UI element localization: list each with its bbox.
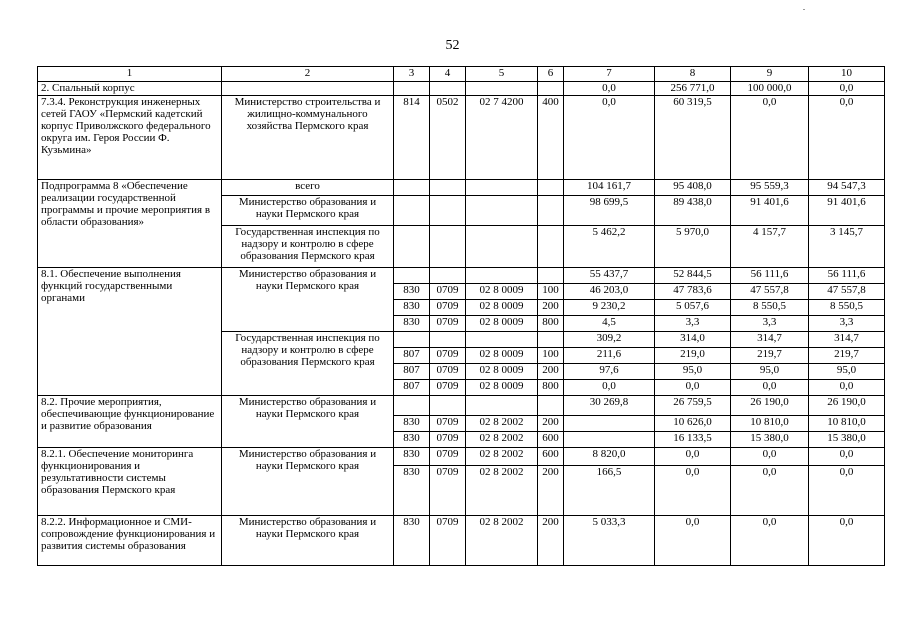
value-cell: 0,0 <box>731 516 809 566</box>
value-cell: 5 970,0 <box>655 226 731 268</box>
value-cell: 0,0 <box>655 466 731 516</box>
value-cell: 0,0 <box>731 96 809 180</box>
value-cell: 3,3 <box>731 316 809 332</box>
item-name: 2. Спальный корпус <box>38 82 222 96</box>
value-cell: 8 550,5 <box>731 300 809 316</box>
csr-cell <box>466 180 538 196</box>
value-cell: 0,0 <box>809 380 885 396</box>
vr-cell <box>538 82 564 96</box>
header-cell: 3 <box>394 67 430 82</box>
value-cell: 4,5 <box>564 316 655 332</box>
csr-cell: 02 8 2002 <box>466 466 538 516</box>
vr-cell <box>538 196 564 226</box>
value-cell: 0,0 <box>809 96 885 180</box>
table-row <box>38 448 885 466</box>
header-row <box>38 67 885 82</box>
value-cell: 95 559,3 <box>731 180 809 196</box>
value-cell: 314,0 <box>655 332 731 348</box>
budget-table <box>37 66 885 566</box>
table-row <box>38 268 885 284</box>
rz-cell <box>430 332 466 348</box>
value-cell: 47 557,8 <box>809 284 885 300</box>
value-cell: 8 550,5 <box>809 300 885 316</box>
value-cell: 219,7 <box>731 348 809 364</box>
value-cell: 9 230,2 <box>564 300 655 316</box>
value-cell: 0,0 <box>655 516 731 566</box>
csr-cell: 02 8 0009 <box>466 284 538 300</box>
header-cell: 1 <box>38 67 222 82</box>
rz-cell: 0709 <box>430 516 466 566</box>
rz-cell: 0709 <box>430 316 466 332</box>
csr-cell <box>466 82 538 96</box>
value-cell: 30 269,8 <box>564 396 655 416</box>
value-cell: 0,0 <box>809 448 885 466</box>
header-cell: 6 <box>538 67 564 82</box>
vr-cell: 600 <box>538 432 564 448</box>
value-cell: 104 161,7 <box>564 180 655 196</box>
grbs-cell: 830 <box>394 316 430 332</box>
grbs-cell <box>394 396 430 416</box>
vr-cell: 100 <box>538 348 564 364</box>
value-cell: 15 380,0 <box>731 432 809 448</box>
value-cell: 47 783,6 <box>655 284 731 300</box>
value-cell: 5 462,2 <box>564 226 655 268</box>
value-cell: 3,3 <box>655 316 731 332</box>
rz-cell: 0709 <box>430 416 466 432</box>
rz-cell: 0709 <box>430 380 466 396</box>
grbs-cell: 807 <box>394 364 430 380</box>
header-cell: 8 <box>655 67 731 82</box>
org-cell: Министерство строительства и жилищно-коммунального хозяйства Пермского края <box>222 96 394 180</box>
vr-cell: 200 <box>538 300 564 316</box>
grbs-cell: 830 <box>394 466 430 516</box>
value-cell: 98 699,5 <box>564 196 655 226</box>
grbs-cell: 830 <box>394 300 430 316</box>
org-cell <box>222 82 394 96</box>
item-name: 8.2.2. Информационное и СМИ-сопровождение функционирования и развития системы образования <box>38 516 222 566</box>
csr-cell: 02 8 0009 <box>466 300 538 316</box>
grbs-cell <box>394 180 430 196</box>
vr-cell: 400 <box>538 96 564 180</box>
value-cell: 10 810,0 <box>731 416 809 432</box>
value-cell: 89 438,0 <box>655 196 731 226</box>
table-row <box>38 396 885 416</box>
header-cell: 9 <box>731 67 809 82</box>
table-row <box>38 82 885 96</box>
grbs-cell: 830 <box>394 284 430 300</box>
value-cell: 56 111,6 <box>809 268 885 284</box>
grbs-cell <box>394 332 430 348</box>
rz-cell: 0709 <box>430 448 466 466</box>
rz-cell: 0709 <box>430 432 466 448</box>
value-cell: 219,7 <box>809 348 885 364</box>
rz-cell <box>430 196 466 226</box>
grbs-cell <box>394 268 430 284</box>
grbs-cell <box>394 196 430 226</box>
value-cell: 47 557,8 <box>731 284 809 300</box>
value-cell: 219,0 <box>655 348 731 364</box>
header-cell: 7 <box>564 67 655 82</box>
value-cell: 309,2 <box>564 332 655 348</box>
org-cell: Министерство образования и науки Пермского края <box>222 396 394 448</box>
rz-cell <box>430 226 466 268</box>
csr-cell: 02 8 2002 <box>466 516 538 566</box>
value-cell: 10 626,0 <box>655 416 731 432</box>
table-row <box>38 516 885 566</box>
vr-cell: 100 <box>538 284 564 300</box>
value-cell: 10 810,0 <box>809 416 885 432</box>
vr-cell <box>538 180 564 196</box>
org-cell: всего <box>222 180 394 196</box>
grbs-cell: 830 <box>394 432 430 448</box>
rz-cell: 0709 <box>430 348 466 364</box>
grbs-cell: 814 <box>394 96 430 180</box>
rz-cell: 0502 <box>430 96 466 180</box>
value-cell: 97,6 <box>564 364 655 380</box>
value-cell: 5 057,6 <box>655 300 731 316</box>
value-cell: 46 203,0 <box>564 284 655 300</box>
csr-cell: 02 8 2002 <box>466 432 538 448</box>
csr-cell: 02 8 0009 <box>466 348 538 364</box>
value-cell: 94 547,3 <box>809 180 885 196</box>
value-cell: 5 033,3 <box>564 516 655 566</box>
org-cell: Государственная инспекция по надзору и контролю в сфере образования Пермского края <box>222 332 394 396</box>
value-cell: 314,7 <box>731 332 809 348</box>
value-cell: 95,0 <box>655 364 731 380</box>
value-cell: 0,0 <box>564 82 655 96</box>
value-cell: 95 408,0 <box>655 180 731 196</box>
csr-cell: 02 8 2002 <box>466 416 538 432</box>
value-cell: 0,0 <box>809 82 885 96</box>
rz-cell: 0709 <box>430 364 466 380</box>
rz-cell <box>430 180 466 196</box>
value-cell: 26 190,0 <box>731 396 809 416</box>
item-name: 8.2. Прочие мероприятия, обеспечивающие функционирование и развитие образования <box>38 396 222 448</box>
value-cell: 0,0 <box>809 466 885 516</box>
vr-cell <box>538 226 564 268</box>
org-cell: Министерство образования и науки Пермского края <box>222 448 394 516</box>
value-cell: 166,5 <box>564 466 655 516</box>
rz-cell: 0709 <box>430 466 466 516</box>
value-cell: 95,0 <box>809 364 885 380</box>
csr-cell: 02 8 0009 <box>466 316 538 332</box>
header-cell: 5 <box>466 67 538 82</box>
vr-cell: 200 <box>538 416 564 432</box>
value-cell: 100 000,0 <box>731 82 809 96</box>
value-cell: 0,0 <box>731 448 809 466</box>
grbs-cell: 807 <box>394 380 430 396</box>
csr-cell <box>466 396 538 416</box>
value-cell: 26 190,0 <box>809 396 885 416</box>
table-row <box>38 96 885 180</box>
rz-cell <box>430 82 466 96</box>
value-cell: 55 437,7 <box>564 268 655 284</box>
org-cell: Министерство образования и науки Пермского края <box>222 196 394 226</box>
header-cell: 2 <box>222 67 394 82</box>
value-cell: 0,0 <box>564 380 655 396</box>
grbs-cell <box>394 82 430 96</box>
value-cell: 0,0 <box>564 96 655 180</box>
value-cell: 91 401,6 <box>809 196 885 226</box>
csr-cell <box>466 332 538 348</box>
rz-cell: 0709 <box>430 300 466 316</box>
value-cell: 3,3 <box>809 316 885 332</box>
item-name: 7.3.4. Реконструкция инженерных сетей ГАОУ «Пермский кадетский корпус Приволжского федерального округа им. Героя России Ф. Кузьмина» <box>38 96 222 180</box>
item-name: 8.1. Обеспечение выполнения функций государственными органами <box>38 268 222 396</box>
value-cell <box>564 416 655 432</box>
value-cell: 95,0 <box>731 364 809 380</box>
org-cell: Государственная инспекция по надзору и контролю в сфере образования Пермского края <box>222 226 394 268</box>
value-cell: 314,7 <box>809 332 885 348</box>
value-cell: 56 111,6 <box>731 268 809 284</box>
value-cell: 52 844,5 <box>655 268 731 284</box>
vr-cell: 800 <box>538 316 564 332</box>
csr-cell: 02 7 4200 <box>466 96 538 180</box>
org-cell: Министерство образования и науки Пермского края <box>222 268 394 332</box>
vr-cell: 800 <box>538 380 564 396</box>
vr-cell <box>538 268 564 284</box>
item-name: Подпрограмма 8 «Обеспечение реализации государственной программы и прочие мероприятия в области образования» <box>38 180 222 268</box>
rz-cell: 0709 <box>430 284 466 300</box>
csr-cell: 02 8 2002 <box>466 448 538 466</box>
value-cell: 0,0 <box>731 380 809 396</box>
grbs-cell <box>394 226 430 268</box>
grbs-cell: 830 <box>394 516 430 566</box>
value-cell: 0,0 <box>809 516 885 566</box>
value-cell: 4 157,7 <box>731 226 809 268</box>
header-cell: 4 <box>430 67 466 82</box>
csr-cell: 02 8 0009 <box>466 364 538 380</box>
value-cell: 3 145,7 <box>809 226 885 268</box>
scan-speck <box>803 9 805 10</box>
grbs-cell: 830 <box>394 448 430 466</box>
page-number: 52 <box>445 38 460 53</box>
vr-cell: 200 <box>538 516 564 566</box>
value-cell <box>564 432 655 448</box>
vr-cell <box>538 396 564 416</box>
grbs-cell: 830 <box>394 416 430 432</box>
org-cell: Министерство образования и науки Пермского края <box>222 516 394 566</box>
vr-cell: 600 <box>538 448 564 466</box>
value-cell: 256 771,0 <box>655 82 731 96</box>
value-cell: 15 380,0 <box>809 432 885 448</box>
value-cell: 16 133,5 <box>655 432 731 448</box>
value-cell: 211,6 <box>564 348 655 364</box>
vr-cell: 200 <box>538 466 564 516</box>
value-cell: 0,0 <box>655 380 731 396</box>
csr-cell <box>466 226 538 268</box>
grbs-cell: 807 <box>394 348 430 364</box>
header-cell: 10 <box>809 67 885 82</box>
value-cell: 8 820,0 <box>564 448 655 466</box>
table-row <box>38 180 885 196</box>
csr-cell <box>466 196 538 226</box>
rz-cell <box>430 268 466 284</box>
csr-cell <box>466 268 538 284</box>
item-name: 8.2.1. Обеспечение мониторинга функционирования и результативности системы образования Пермского края <box>38 448 222 516</box>
value-cell: 0,0 <box>655 448 731 466</box>
rz-cell <box>430 396 466 416</box>
csr-cell: 02 8 0009 <box>466 380 538 396</box>
vr-cell: 200 <box>538 364 564 380</box>
value-cell: 60 319,5 <box>655 96 731 180</box>
value-cell: 91 401,6 <box>731 196 809 226</box>
value-cell: 0,0 <box>731 466 809 516</box>
vr-cell <box>538 332 564 348</box>
value-cell: 26 759,5 <box>655 396 731 416</box>
